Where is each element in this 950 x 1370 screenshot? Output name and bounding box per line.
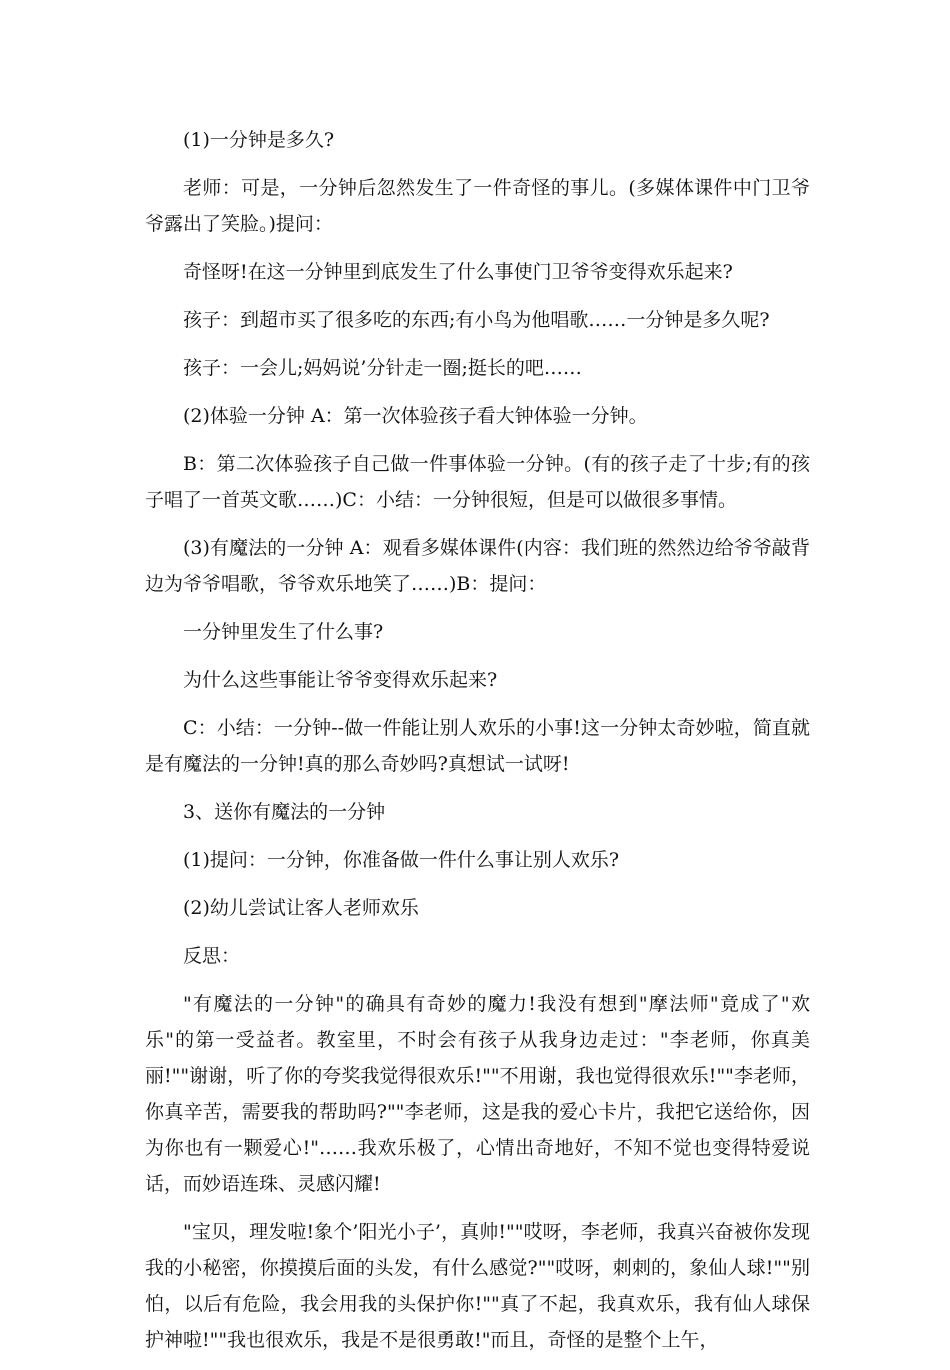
paragraph-2: 老师：可是，一分钟后忽然发生了一件奇怪的事儿。(多媒体课件中门卫爷爷露出了笑脸。)提问： bbox=[145, 177, 810, 235]
document-body bbox=[145, 122, 810, 1370]
paragraph-11: C：小结：一分钟--做一件能让别人欢乐的小事!这一分钟太奇妙啦，简直就是有魔法的一分钟!真的那么奇妙吗?真想试一试呀! bbox=[145, 717, 810, 775]
paragraph-14: (2)幼儿尝试让客人老师欢乐 bbox=[183, 897, 419, 919]
paragraph-7: B：第二次体验孩子自己做一件事体验一分钟。(有的孩子走了十步;有的孩子唱了一首英文歌……)C：小结：一分钟很短，但是可以做很多事情。 bbox=[145, 453, 810, 511]
paragraph-13: (1)提问：一分钟，你准备做一件什么事让别人欢乐? bbox=[183, 849, 620, 871]
paragraph-12: 3、送你有魔法的一分钟 bbox=[183, 801, 386, 823]
paragraph-5: 孩子：一会儿;妈妈说’分针走一圈;挺长的吧…… bbox=[183, 357, 582, 379]
paragraph-3: 奇怪呀!在这一分钟里到底发生了什么事使门卫爷爷变得欢乐起来? bbox=[183, 261, 733, 283]
paragraph-4: 孩子：到超市买了很多吃的东西;有小鸟为他唱歌……一分钟是多久呢? bbox=[183, 309, 770, 331]
paragraph-15: 反思： bbox=[183, 945, 241, 967]
paragraph-17: "宝贝，理发啦!象个’阳光小子’，真帅!""哎呀，李老师，我真兴奋被你发现我的小秘密，你摸摸后面的头发，有什么感觉?""哎呀，刺刺的，象仙人球!""别怕，以后有危险，我会用我的头保护你!""真了不起，我真欢乐，我有仙人球保护神啦!""我也很欢乐，我是不是很勇敢!"而且，奇怪的是整个上午， bbox=[145, 1221, 810, 1351]
paragraph-6: (2)体验一分钟 A：第一次体验孩子看大钟体验一分钟。 bbox=[183, 405, 648, 427]
paragraph-1: (1)一分钟是多久? bbox=[183, 129, 335, 151]
paragraph-16: "有魔法的一分钟"的确具有奇妙的魔力!我没有想到"摩法师"竟成了"欢乐"的第一受益者。教室里，不时会有孩子从我身边走过："李老师，你真美丽!""谢谢，听了你的夸奖我觉得很欢乐!""不用谢，我也觉得很欢乐!""李老师，你真辛苦，需要我的帮助吗?""李老师，这是我的爱心卡片，我把它送给你，因为你也有一颗爱心!"……我欢乐极了，心情出奇地好，不知不觉也变得特爱说话，而妙语连珠、灵感闪耀! bbox=[145, 993, 810, 1195]
paragraph-9: 一分钟里发生了什么事? bbox=[183, 621, 384, 643]
paragraph-8: (3)有魔法的一分钟 A：观看多媒体课件(内容：我们班的然然边给爷爷敲背边为爷爷唱歌，爷爷欢乐地笑了……)B：提问： bbox=[145, 537, 810, 595]
paragraph-10: 为什么这些事能让爷爷变得欢乐起来? bbox=[183, 669, 498, 691]
